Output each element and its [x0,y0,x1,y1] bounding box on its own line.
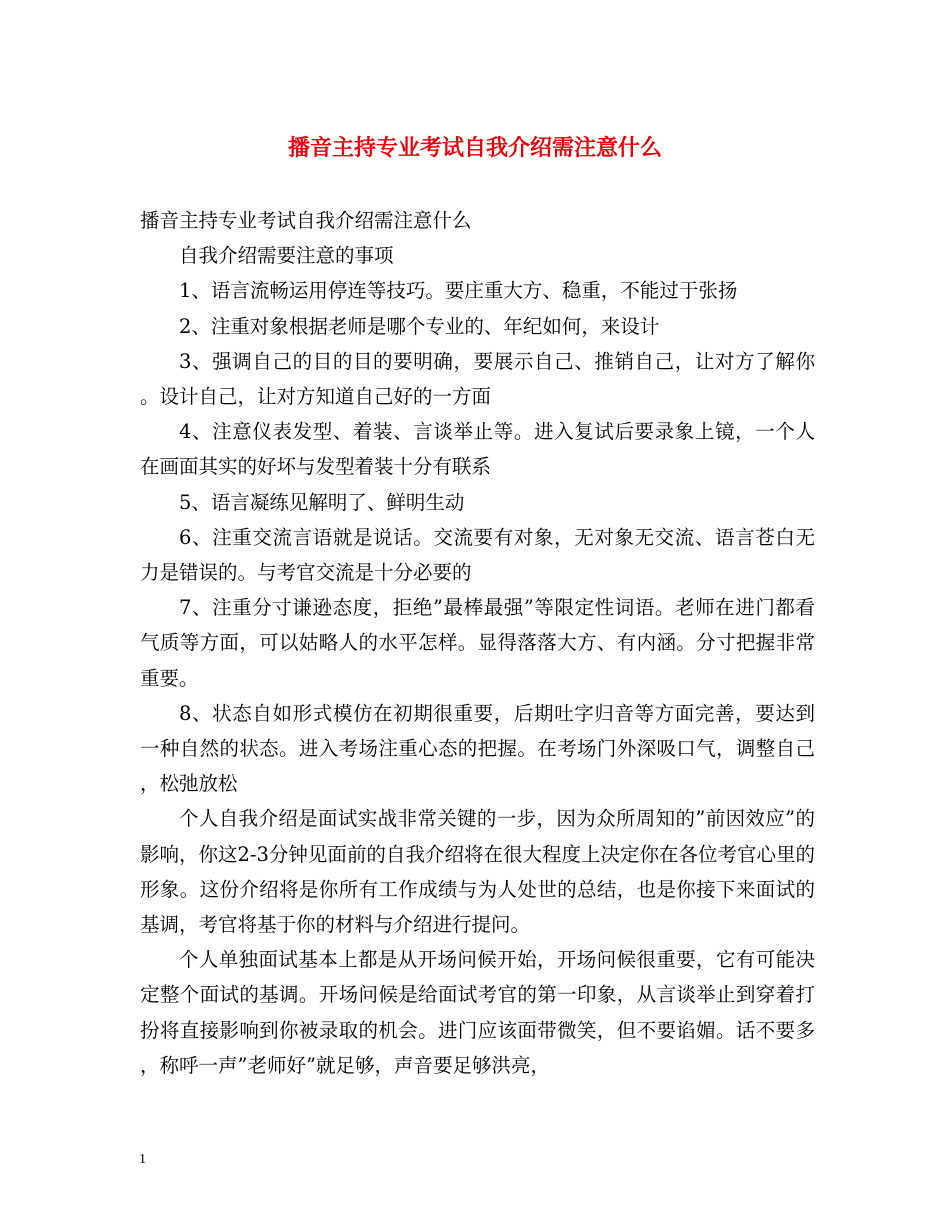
body-paragraph: 2、注重对象根据老师是哪个专业的、年纪如何，来设计 [179,314,660,338]
body-paragraph: 自我介绍需要注意的事项 [179,244,394,268]
body-paragraph: 4、注意仪表发型、着装、言谈举止等。进入复试后要录象上镜，一个人在画面其实的好坏与发型着装十分有联系 [140,420,815,479]
body-paragraph: 6、注重交流言语就是说话。交流要有对象，无对象无交流、语言苍白无力是错误的。与考官交流是十分必要的 [140,525,815,585]
body-paragraph: 个人自我介绍是面试实战非常关键的一步，因为众所周知的”前因效应”的影响，你这2-3分钟见面前的自我介绍将在很大程度上决定你在各位考官心里的形象。这份介绍将是你所有工作成绩与为人处世的总结，也是你接下来面试的基调，考官将基于你的材料与介绍进行提问。 [140,807,815,937]
body-paragraph: 个人单独面试基本上都是从开场问候开始，开场问候很重要，它有可能决定整个面试的基调。开场问候是给面试考官的第一印象，从言谈举止到穿着打扮将直接影响到你被录取的机会。进门应该面带微笑，但不要谄媚。话不要多，称呼一声”老师好”就足够，声音要足够洪亮， [140,948,815,1077]
body-paragraph: 7、注重分寸谦逊态度，拒绝”最棒最强”等限定性词语。老师在进门都看气质等方面，可以姑略人的水平怎样。显得落落大方、有内涵。分寸把握非常重要。 [140,596,815,690]
body-paragraph: 3、强调自己的目的目的要明确，要展示自己、推销自己，让对方了解你。设计自己，让对方知道自己好的一方面 [140,349,815,409]
body-paragraph: 5、语言凝练见解明了、鲜明生动 [179,490,465,514]
document-body [140,203,815,1083]
document-title: 播音主持专业考试自我介绍需注意什么 [287,135,662,161]
body-paragraph: 8、状态自如形式模仿在初期很重要，后期吐字归音等方面完善，要达到一种自然的状态。进入考场注重心态的把握。在考场门外深吸口气，调整自己，松弛放松 [140,701,815,796]
body-paragraph: 1、语言流畅运用停连等技巧。要庄重大方、稳重，不能过于张扬 [179,279,738,303]
page-number: 1 [139,1152,146,1167]
body-paragraph: 播音主持专业考试自我介绍需注意什么 [140,209,472,232]
